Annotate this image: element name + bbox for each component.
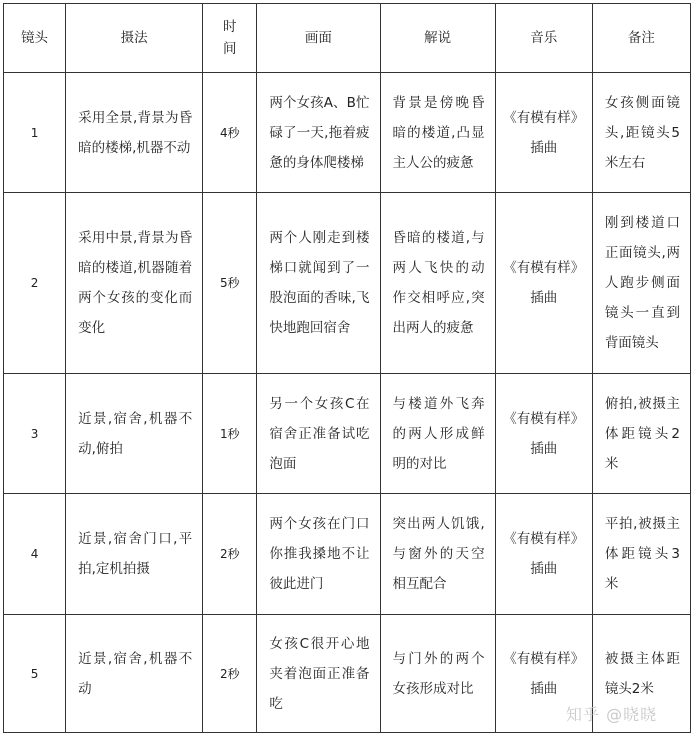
cell-method: 近景,宿舍门口,平拍,定机拍摄 <box>66 494 203 615</box>
header-row <box>4 4 691 73</box>
cell-scene: 两个女孩A、B忙碌了一天,拖着疲惫的身体爬楼梯 <box>257 73 380 193</box>
cell-note: 平拍,被摄主体距镜头3米 <box>592 494 690 615</box>
cell-narration: 与楼道外飞奔的两人形成鲜明的对比 <box>380 374 495 494</box>
cell-narration: 突出两人饥饿,与窗外的天空相互配合 <box>380 494 495 615</box>
cell-note: 俯拍,被摄主体距镜头2米 <box>592 374 690 494</box>
header-method: 摄法 <box>66 4 203 73</box>
cell-shot: 4 <box>4 494 66 615</box>
cell-time: 1秒 <box>203 374 257 494</box>
cell-time: 2秒 <box>203 615 257 733</box>
cell-scene: 另一个女孩C在宿舍正准备试吃泡面 <box>257 374 380 494</box>
cell-narration: 与门外的两个女孩形成对比 <box>380 615 495 733</box>
cell-music: 《有模有样》插曲 <box>495 494 592 615</box>
table-row <box>4 193 691 374</box>
header-music: 音乐 <box>495 4 592 73</box>
cell-note: 刚到楼道口正面镜头,两人跑步侧面镜头一直到背面镜头 <box>592 193 690 374</box>
cell-narration: 背景是傍晚昏暗的楼道,凸显主人公的疲惫 <box>380 73 495 193</box>
header-narration: 解说 <box>380 4 495 73</box>
cell-note: 女孩侧面镜头,距镜头5米左右 <box>592 73 690 193</box>
table-row <box>4 374 691 494</box>
cell-method: 采用全景,背景为昏暗的楼梯,机器不动 <box>66 73 203 193</box>
storyboard-table <box>3 3 691 733</box>
cell-time: 4秒 <box>203 73 257 193</box>
header-shot: 镜头 <box>4 4 66 73</box>
cell-music: 《有模有样》插曲 <box>495 615 592 733</box>
cell-method: 采用中景,背景为昏暗的楼道,机器随着两个女孩的变化而变化 <box>66 193 203 374</box>
cell-shot: 5 <box>4 615 66 733</box>
header-scene: 画面 <box>257 4 380 73</box>
cell-note: 被摄主体距镜头2米 <box>592 615 690 733</box>
cell-scene: 两个人刚走到楼梯口就闻到了一股泡面的香味,飞快地跑回宿舍 <box>257 193 380 374</box>
header-note: 备注 <box>592 4 690 73</box>
header-time-text: 时 间 <box>223 19 237 57</box>
cell-scene: 两个女孩在门口你推我搡地不让彼此进门 <box>257 494 380 615</box>
cell-method: 近景,宿舍,机器不动,俯拍 <box>66 374 203 494</box>
cell-music: 《有模有样》插曲 <box>495 193 592 374</box>
cell-time: 2秒 <box>203 494 257 615</box>
cell-method: 近景,宿舍,机器不动 <box>66 615 203 733</box>
header-time <box>203 4 257 73</box>
cell-shot: 1 <box>4 73 66 193</box>
cell-scene: 女孩C很开心地夹着泡面正准备吃 <box>257 615 380 733</box>
watermark: 知乎 @晓晓 <box>566 705 658 724</box>
cell-music: 《有模有样》插曲 <box>495 374 592 494</box>
table-row <box>4 73 691 193</box>
cell-narration: 昏暗的楼道,与两人飞快的动作交相呼应,突出两人的疲惫 <box>380 193 495 374</box>
cell-shot: 3 <box>4 374 66 494</box>
table-row <box>4 494 691 615</box>
cell-time: 5秒 <box>203 193 257 374</box>
cell-shot: 2 <box>4 193 66 374</box>
cell-music: 《有模有样》插曲 <box>495 73 592 193</box>
